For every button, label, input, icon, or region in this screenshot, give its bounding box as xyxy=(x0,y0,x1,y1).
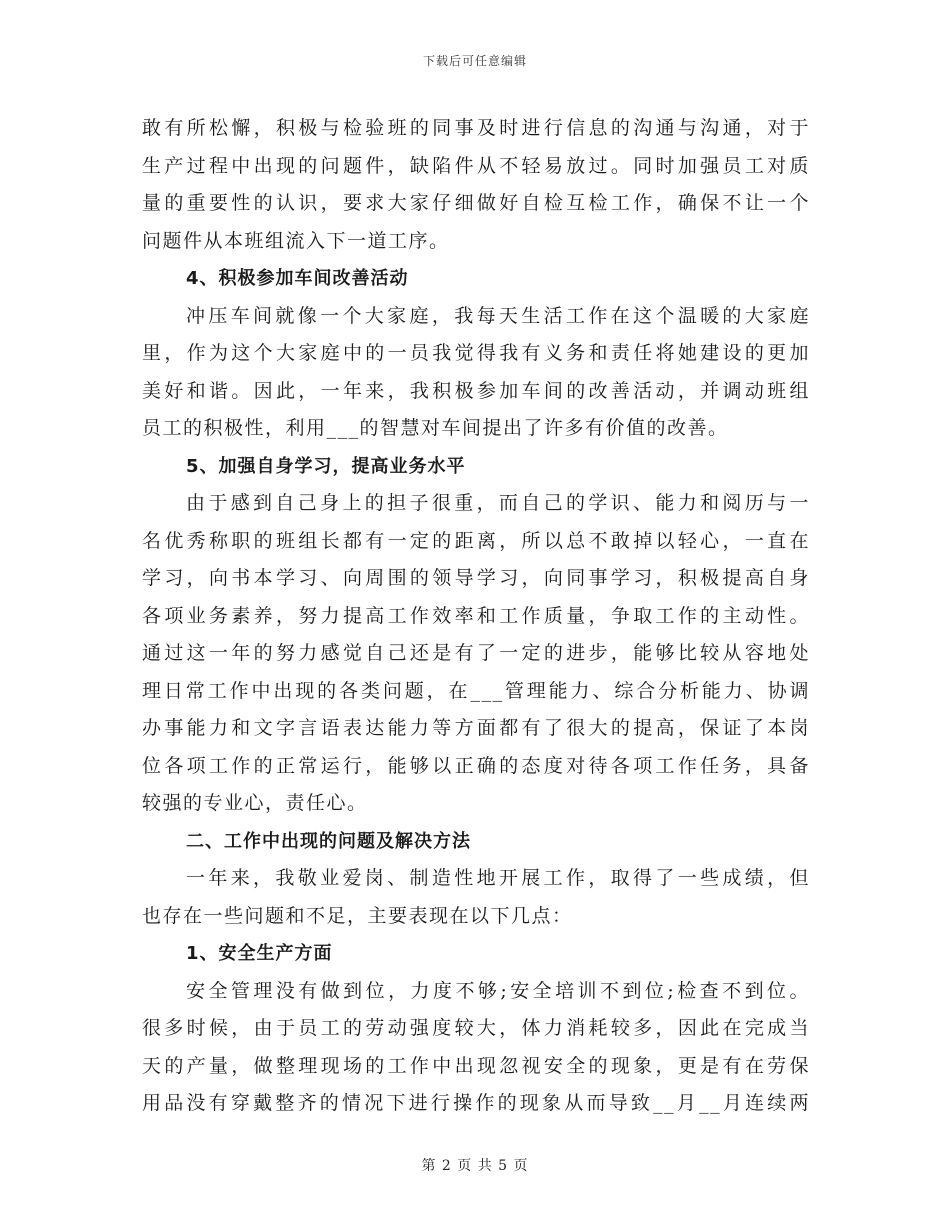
paragraph-line: 通过这一年的努力感觉自己还是有了一定的进步，能够比较从容地处 xyxy=(142,642,810,664)
paragraph-line: 位各项工作的正常运行，能够以正确的态度对待各项工作任务，具备 xyxy=(142,754,810,777)
paragraph-line: 冲压车间就像一个大家庭，我每天生活工作在这个温暖的大家庭 xyxy=(186,304,810,327)
paragraph-line: 由于感到自己身上的担子很重，而自己的学识、能力和阅历与一 xyxy=(186,492,810,514)
paragraph-line: 敢有所松懈，积极与检验班的同事及时进行信息的沟通与沟通，对于 xyxy=(142,117,810,139)
page-header: 下载后可任意编辑 xyxy=(422,54,527,68)
paragraph-line: 一年来，我敬业爱岗、制造性地开展工作，取得了一些成绩，但 xyxy=(186,867,810,889)
page-number: 第 2 页 共 5 页 xyxy=(421,1158,529,1174)
paragraph-line: 较强的专业心，责任心。 xyxy=(142,792,368,814)
paragraph-line: 员工的积极性，利用___的智慧对车间提出了许多有价值的改善。 xyxy=(142,417,729,439)
paragraph-line: 量的重要性的认识，要求大家仔细做好自检互检工作，确保不让一个 xyxy=(142,192,810,214)
section-heading: 5、加强自身学习，提高业务水平 xyxy=(186,455,466,477)
paragraph-line: 里，作为这个大家庭中的一员我觉得我有义务和责任将她建设的更加 xyxy=(142,342,810,364)
paragraph-line: 很多时候，由于员工的劳动强度较大，体力消耗较多，因此在完成当 xyxy=(142,1017,810,1039)
document-body xyxy=(142,110,810,1123)
paragraph-line: 也存在一些问题和不足，主要表现在以下几点： xyxy=(142,904,573,927)
paragraph-line: 名优秀称职的班组长都有一定的距离，所以总不敢掉以轻心，一直在 xyxy=(142,529,810,552)
section-heading: 二、工作中出现的问题及解决方法 xyxy=(186,830,471,852)
paragraph-line: 问题件从本班组流入下一道工序。 xyxy=(142,229,450,252)
paragraph-line: 各项业务素养，努力提高工作效率和工作质量，争取工作的主动性。 xyxy=(142,604,810,627)
paragraph-line: 理日常工作中出现的各类问题，在___管理能力、综合分析能力、协调 xyxy=(142,679,810,702)
paragraph-line: 美好和谐。因此，一年来，我积极参加车间的改善活动，并调动班组 xyxy=(142,379,810,402)
section-heading: 4、积极参加车间改善活动 xyxy=(186,268,409,289)
paragraph-line: 生产过程中出现的问题件，缺陷件从不轻易放过。同时加强员工对质 xyxy=(142,154,810,177)
paragraph-line: 安全管理没有做到位，力度不够;安全培训不到位;检查不到位。 xyxy=(186,979,810,1002)
paragraph-line: 用品没有穿戴整齐的情况下进行操作的现象从而导致__月__月连续两 xyxy=(142,1092,810,1114)
section-heading: 1、安全生产方面 xyxy=(186,943,333,964)
paragraph-line: 天的产量，做整理现场的工作中出现忽视安全的现象，更是有在劳保 xyxy=(142,1054,810,1077)
paragraph-line: 办事能力和文字言语表达能力等方面都有了很大的提高，保证了本岗 xyxy=(142,717,810,739)
paragraph-line: 学习，向书本学习、向周围的领导学习，向同事学习，积极提高自身 xyxy=(142,567,810,589)
